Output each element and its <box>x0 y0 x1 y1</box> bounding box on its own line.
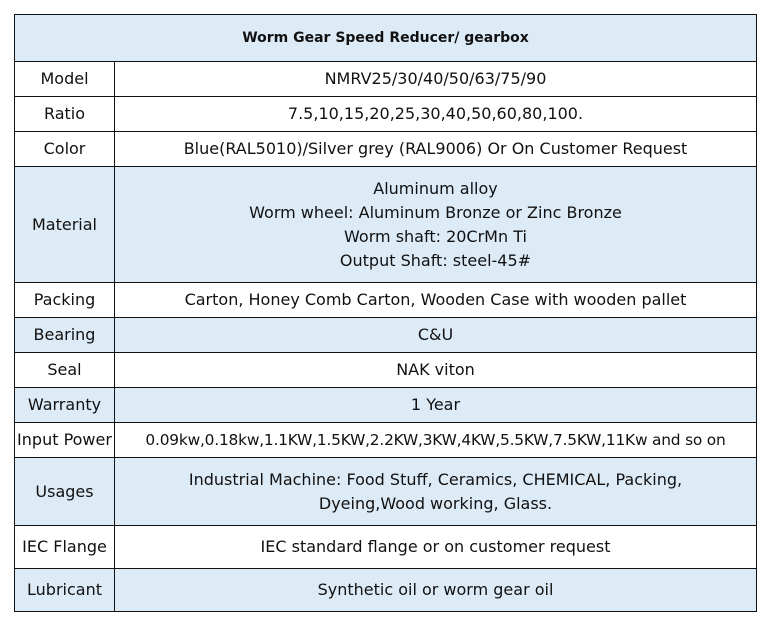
row-value: NAK viton <box>115 353 757 388</box>
table-row-material <box>15 167 757 283</box>
material-line: Output Shaft: steel-45# <box>339 250 532 270</box>
row-value: C&U <box>115 318 757 353</box>
usages-line: Dyeing,Wood working, Glass. <box>318 493 553 513</box>
row-label: Ratio <box>15 97 115 132</box>
row-label: Packing <box>15 283 115 318</box>
row-value: NMRV25/30/40/50/63/75/90 <box>115 62 757 97</box>
material-line: Aluminum alloy <box>373 178 498 198</box>
row-label: Warranty <box>15 388 115 423</box>
row-value: 1 Year <box>115 388 757 423</box>
table-row-bearing <box>15 318 757 353</box>
row-value: Carton, Honey Comb Carton, Wooden Case with wooden pallet <box>115 283 757 318</box>
table-row-iec-flange <box>15 526 757 569</box>
material-line: Worm shaft: 20CrMn Ti <box>344 226 527 246</box>
row-label: IEC Flange <box>15 526 115 569</box>
row-value <box>115 458 757 526</box>
usages-line: Industrial Machine: Food Stuff, Ceramics, CHEMICAL, Packing, <box>188 469 683 489</box>
material-line: Worm wheel: Aluminum Bronze or Zinc Bronze <box>249 202 622 222</box>
row-label: Model <box>15 62 115 97</box>
row-label: Color <box>15 132 115 167</box>
row-label: Lubricant <box>15 569 115 612</box>
spec-table <box>14 14 757 612</box>
table-row-seal <box>15 353 757 388</box>
row-value: Blue(RAL5010)/Silver grey (RAL9006) Or On Customer Request <box>115 132 757 167</box>
row-label: Input Power <box>15 423 115 458</box>
title-row <box>15 15 757 62</box>
table-row-input-power <box>15 423 757 458</box>
row-label: Bearing <box>15 318 115 353</box>
row-label: Material <box>15 167 115 283</box>
row-label: Seal <box>15 353 115 388</box>
table-row-color <box>15 132 757 167</box>
row-value: IEC standard flange or on customer request <box>115 526 757 569</box>
row-value: Synthetic oil or worm gear oil <box>115 569 757 612</box>
table-row-packing <box>15 283 757 318</box>
row-value: 7.5,10,15,20,25,30,40,50,60,80,100. <box>115 97 757 132</box>
row-value: 0.09kw,0.18kw,1.1KW,1.5KW,2.2KW,3KW,4KW,5.5KW,7.5KW,11Kw and so on <box>115 423 757 458</box>
table-title: Worm Gear Speed Reducer/ gearbox <box>15 15 757 62</box>
table-row-ratio <box>15 97 757 132</box>
row-value <box>115 167 757 283</box>
table-row-model <box>15 62 757 97</box>
table-row-warranty <box>15 388 757 423</box>
table-row-usages <box>15 458 757 526</box>
row-label: Usages <box>15 458 115 526</box>
table-row-lubricant <box>15 569 757 612</box>
